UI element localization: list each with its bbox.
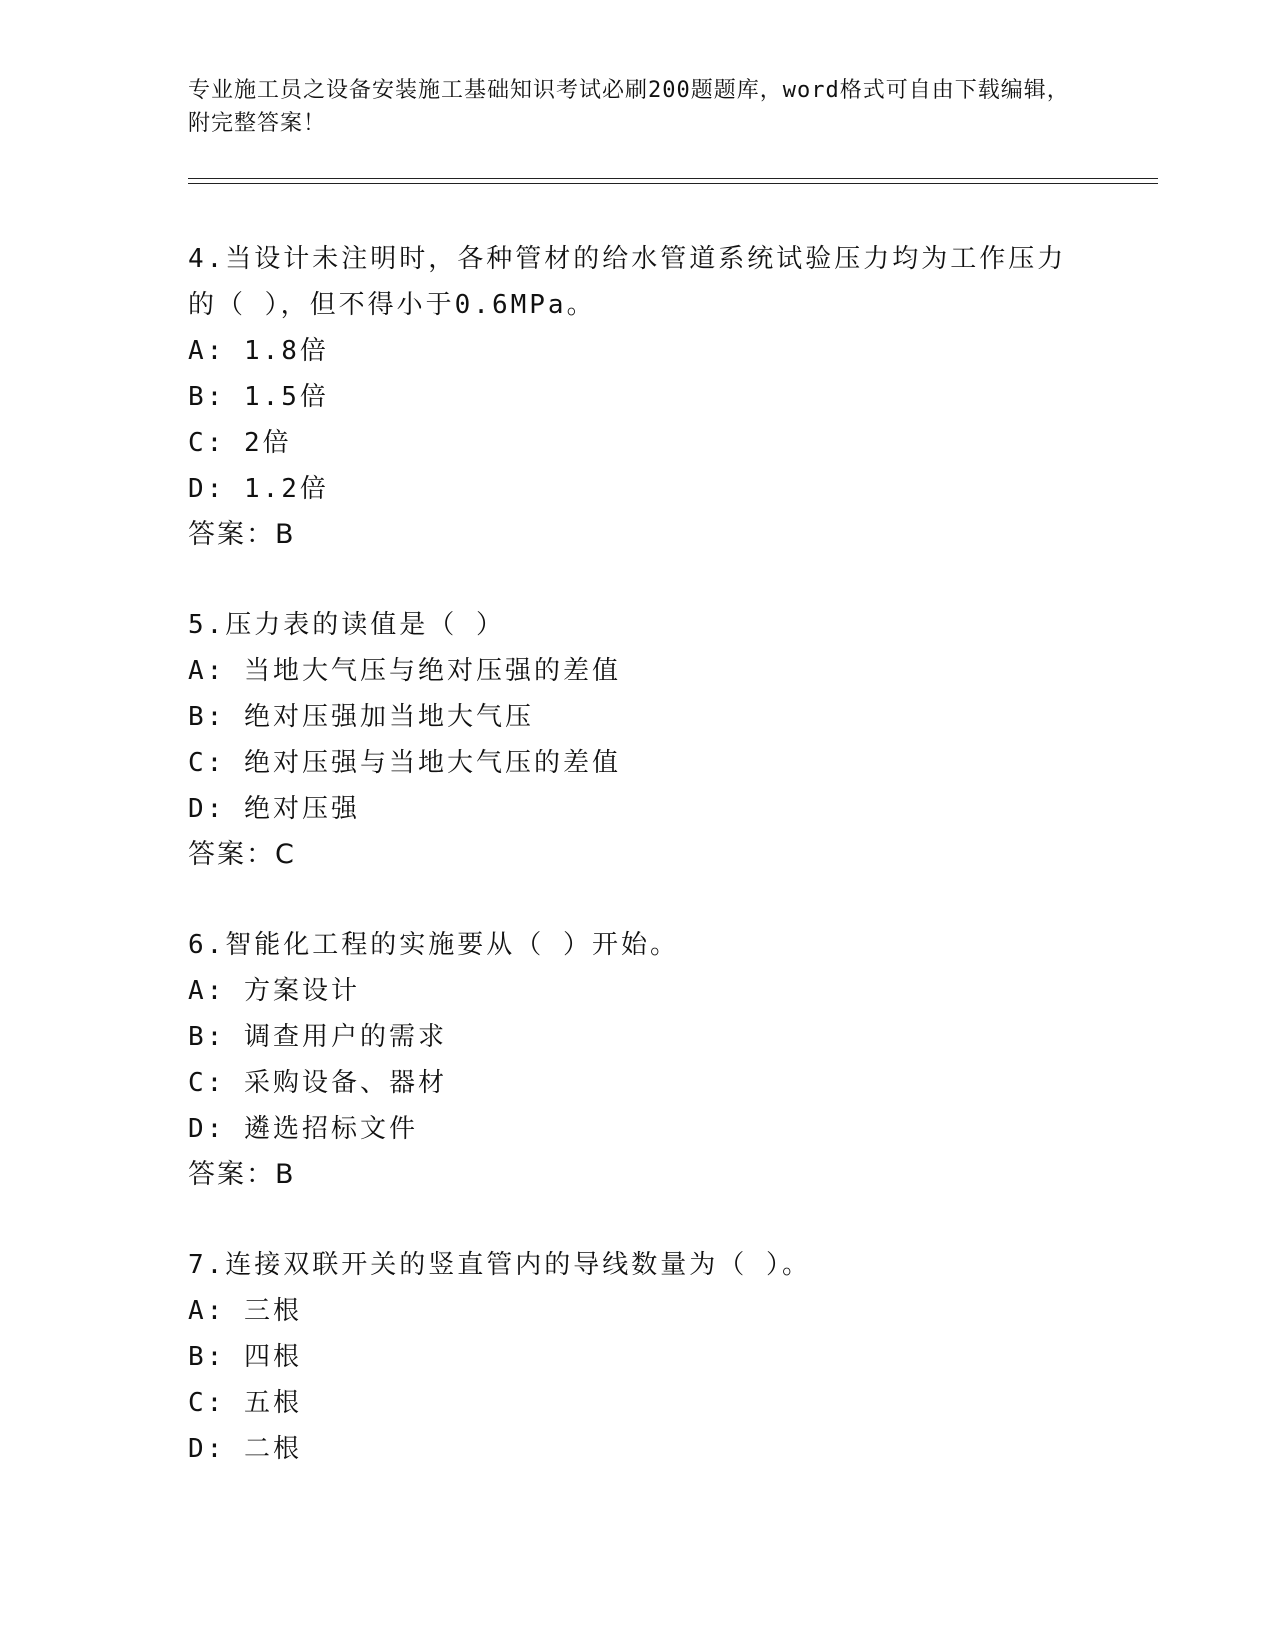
- option-d: D: 二根: [188, 1434, 302, 1464]
- document-header: 专业施工员之设备安装施工基础知识考试必刷200题题库，word格式可自由下载编辑，附完整答案！: [188, 78, 1070, 136]
- option-c: C: 采购设备、器材: [188, 1068, 447, 1098]
- option-c: C: 五根: [188, 1388, 302, 1418]
- question-spacer: [188, 558, 1088, 602]
- option-b: B: 四根: [188, 1342, 302, 1372]
- header-divider-top: [188, 178, 1158, 179]
- option-a: A: 1.8倍: [188, 336, 329, 366]
- question-stem: 6.智能化工程的实施要从（ ）开始。: [188, 930, 679, 960]
- question-6: [188, 922, 1088, 1198]
- option-d: D: 遴选招标文件: [188, 1114, 418, 1144]
- answer-text: 答案：B: [188, 519, 296, 550]
- answer-text: 答案：B: [188, 1159, 296, 1190]
- option-a: A: 三根: [188, 1296, 302, 1326]
- question-spacer: [188, 878, 1088, 922]
- option-a: A: 方案设计: [188, 976, 360, 1006]
- option-d: D: 1.2倍: [188, 474, 329, 504]
- question-4: [188, 236, 1088, 558]
- answer-text: 答案：C: [188, 839, 296, 870]
- question-5: [188, 602, 1088, 878]
- question-stem: 4.当设计未注明时，各种管材的给水管道系统试验压力均为工作压力的（ ），但不得小于0.6MPa。: [188, 244, 1067, 320]
- question-stem: 7.连接双联开关的竖直管内的导线数量为（ ）。: [188, 1250, 811, 1280]
- question-stem: 5.压力表的读值是（ ）: [188, 610, 505, 640]
- option-b: B: 1.5倍: [188, 382, 329, 412]
- header-divider-bottom: [188, 183, 1158, 184]
- option-b: B: 绝对压强加当地大气压: [188, 702, 534, 732]
- question-spacer: [188, 1198, 1088, 1242]
- option-a: A: 当地大气压与绝对压强的差值: [188, 656, 621, 686]
- question-7: [188, 1242, 1088, 1472]
- option-d: D: 绝对压强: [188, 794, 360, 824]
- option-b: B: 调查用户的需求: [188, 1022, 447, 1052]
- question-list: [188, 236, 1088, 1472]
- option-c: C: 2倍: [188, 428, 292, 458]
- option-c: C: 绝对压强与当地大气压的差值: [188, 748, 621, 778]
